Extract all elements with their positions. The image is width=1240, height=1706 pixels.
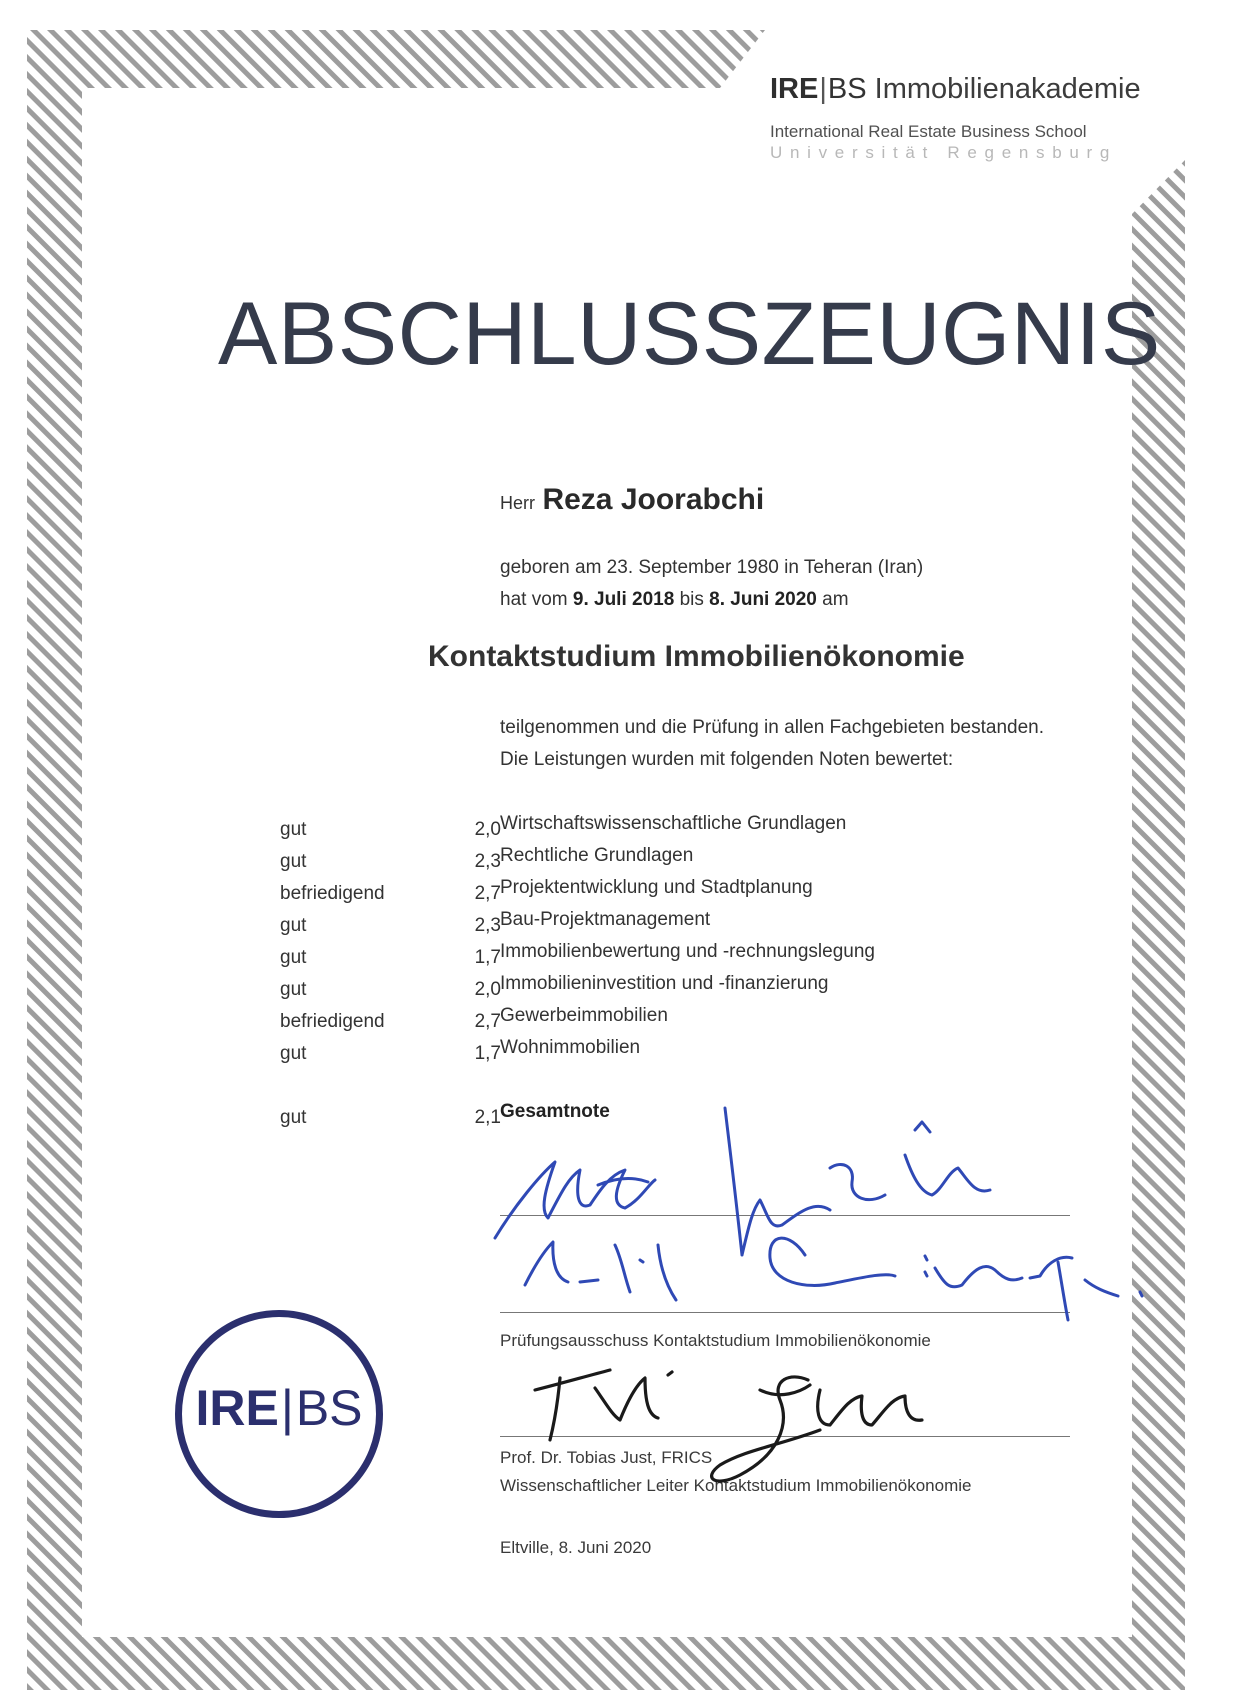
grade-value: 2,0	[474, 979, 501, 1000]
birth-line: geboren am 23. September 1980 in Teheran (Iran)	[500, 557, 924, 578]
brand-separator: |	[819, 73, 827, 105]
recipient-name: Reza Joorabchi	[542, 483, 765, 516]
signer-role: Wissenschaftlicher Leiter Kontaktstudium Immobilienökonomie	[500, 1476, 972, 1495]
seal-bs: BS	[295, 1380, 363, 1436]
grade-value: 2,3	[474, 851, 501, 872]
grade-word: gut	[280, 1043, 307, 1064]
university-name: Universität Regensburg	[770, 142, 1118, 162]
blue-signature-3	[525, 1238, 1142, 1320]
course-name: Kontaktstudium Immobilienökonomie	[428, 640, 965, 673]
grade-subject: Rechtliche Grundlagen	[500, 845, 694, 866]
grade-word: gut	[280, 851, 307, 872]
total-grade-word: gut	[280, 1107, 307, 1128]
grade-subject: Immobilieninvestition und -finanzierung	[500, 973, 829, 994]
grade-word: gut	[280, 979, 307, 1000]
result-line-1: teilgenommen und die Prüfung in allen Fachgebieten bestanden.	[500, 717, 1044, 738]
grade-subject: Bau-Projektmanagement	[500, 909, 711, 930]
grade-subject: Immobilienbewertung und -rechnungslegung	[500, 941, 875, 962]
seal-ire: IRE	[195, 1380, 279, 1436]
signer-name: Prof. Dr. Tobias Just, FRICS	[500, 1448, 713, 1467]
brand-bs: BS	[827, 73, 867, 105]
total-grade-label: Gesamtnote	[500, 1101, 610, 1122]
grade-value: 1,7	[474, 947, 501, 968]
grade-word: gut	[280, 947, 307, 968]
grade-value: 2,7	[474, 1011, 501, 1032]
blue-signature-2	[725, 1108, 990, 1255]
black-signature-director	[535, 1370, 922, 1481]
period-start: 9. Juli 2018	[572, 589, 675, 610]
period-end: 8. Juni 2020	[709, 589, 817, 610]
grade-subject: Wirtschaftswissenschaftliche Grundlagen	[500, 813, 847, 834]
grade-value: 1,7	[474, 1043, 501, 1064]
grade-value: 2,0	[474, 819, 501, 840]
result-line-2: Die Leistungen wurden mit folgenden Noten bewertet:	[500, 749, 954, 770]
school-name: International Real Estate Business School	[770, 121, 1087, 141]
grade-word: gut	[280, 819, 307, 840]
grade-word: gut	[280, 915, 307, 936]
document-title: ABSCHLUSSZEUGNIS	[218, 283, 1161, 383]
brand-name: Immobilienakademie	[874, 73, 1141, 105]
grade-word: befriedigend	[280, 1011, 385, 1032]
institution-seal	[175, 1310, 383, 1518]
seal-separator: |	[280, 1380, 294, 1436]
period-middle: bis	[679, 589, 704, 610]
grade-value: 2,3	[474, 915, 501, 936]
grade-subject: Gewerbeimmobilien	[500, 1005, 668, 1026]
period-suffix: am	[822, 589, 849, 610]
recipient-salutation: Herr	[500, 493, 535, 513]
committee-caption: Prüfungsausschuss Kontaktstudium Immobilienökonomie	[500, 1331, 931, 1350]
grade-value: 2,7	[474, 883, 501, 904]
period-prefix: hat vom	[500, 589, 568, 610]
place-date: Eltville, 8. Juni 2020	[500, 1538, 652, 1557]
total-grade-value: 2,1	[474, 1107, 501, 1128]
brand-ire: IRE	[770, 73, 819, 105]
grade-subject: Wohnimmobilien	[500, 1037, 641, 1058]
grade-word: befriedigend	[280, 883, 385, 904]
grade-subject: Projektentwicklung und Stadtplanung	[500, 877, 813, 898]
seal-logo	[182, 1379, 376, 1437]
blue-signature-1	[495, 1162, 655, 1238]
